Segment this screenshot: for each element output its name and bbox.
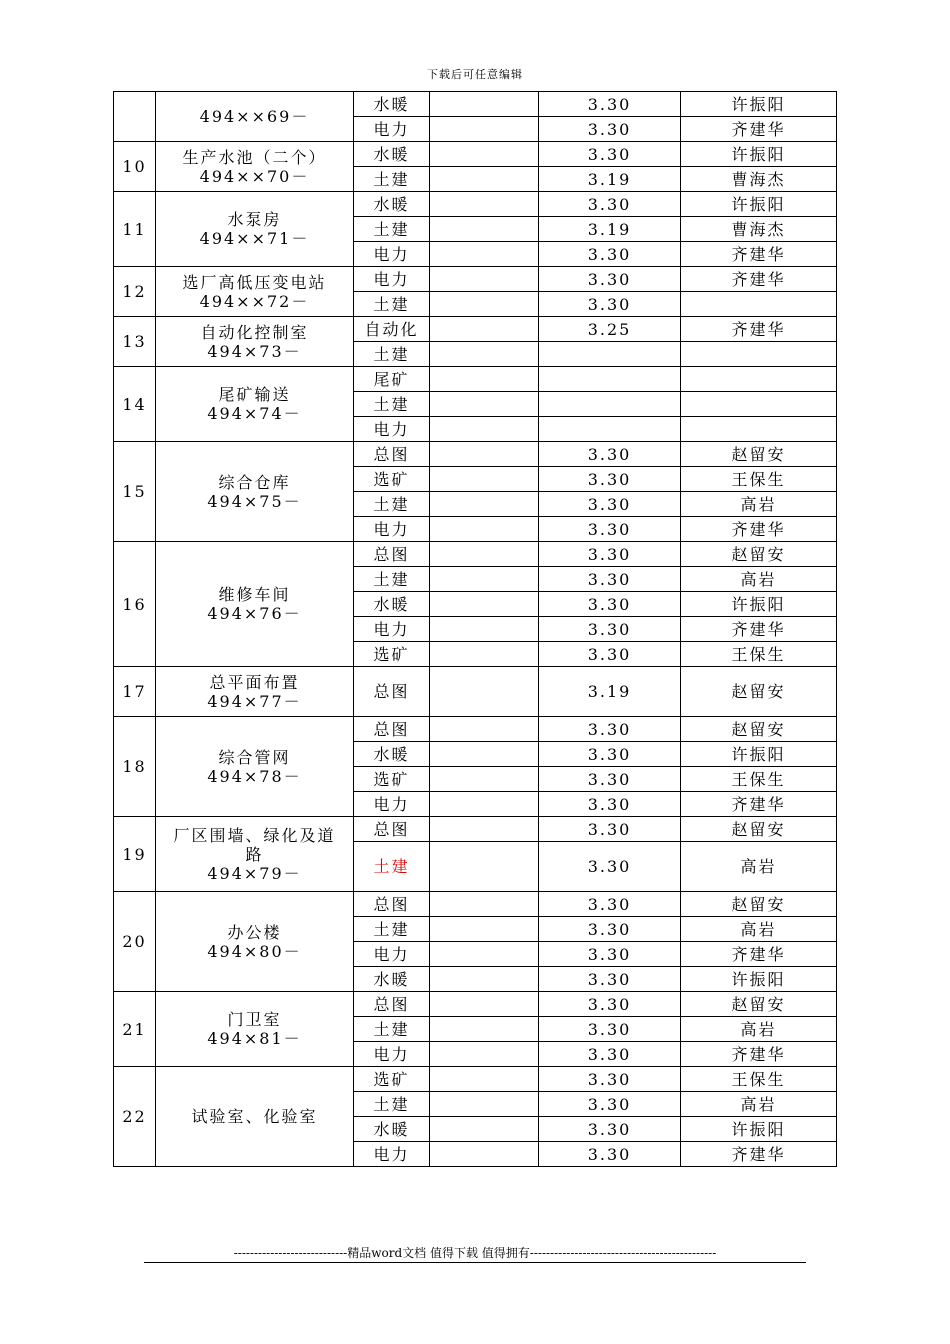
item-number-cell: 11: [114, 192, 156, 267]
discipline-cell: 电力: [354, 517, 430, 542]
person-cell: 许振阳: [681, 742, 837, 767]
person-cell: 齐建华: [681, 1142, 837, 1167]
blank-cell: [430, 567, 539, 592]
person-cell: 高岩: [681, 1092, 837, 1117]
date-cell: 3.30: [539, 1092, 681, 1117]
blank-cell: [430, 942, 539, 967]
project-name-line: 494××71－: [199, 229, 310, 248]
discipline-cell: 土建: [354, 842, 430, 892]
person-cell: 齐建华: [681, 267, 837, 292]
footer-rule: [144, 1262, 806, 1263]
person-cell: [681, 292, 837, 317]
project-name-cell: [156, 192, 354, 267]
person-cell: 赵留安: [681, 892, 837, 917]
date-cell: 3.30: [539, 892, 681, 917]
item-number-cell: 13: [114, 317, 156, 367]
project-name-line: 选厂高低压变电站: [182, 272, 327, 292]
blank-cell: [430, 792, 539, 817]
blank-cell: [430, 342, 539, 367]
person-cell: 高岩: [681, 917, 837, 942]
project-name-line: 自动化控制室: [200, 322, 309, 342]
person-cell: 齐建华: [681, 1042, 837, 1067]
blank-cell: [430, 292, 539, 317]
project-name-line: 综合仓库: [218, 472, 291, 492]
blank-cell: [430, 517, 539, 542]
project-name-cell: [156, 442, 354, 542]
person-cell: 赵留安: [681, 817, 837, 842]
blank-cell: [430, 117, 539, 142]
person-cell: 许振阳: [681, 592, 837, 617]
project-name-line: 494××72－: [199, 291, 310, 311]
discipline-cell: 选矿: [354, 1067, 430, 1092]
project-name-line: 生产水池（二个）: [182, 147, 327, 167]
schedule-body: [114, 92, 837, 1167]
discipline-cell: 尾矿: [354, 367, 430, 392]
project-name-cell: [156, 142, 354, 192]
person-cell: 王保生: [681, 642, 837, 667]
date-cell: [539, 342, 681, 367]
blank-cell: [430, 1117, 539, 1142]
person-cell: 高岩: [681, 842, 837, 892]
date-cell: 3.30: [539, 542, 681, 567]
date-cell: 3.30: [539, 192, 681, 217]
discipline-cell: 土建: [354, 567, 430, 592]
table-row: [114, 542, 837, 567]
person-cell: 许振阳: [681, 967, 837, 992]
project-name-cell: [156, 317, 354, 367]
page-footer: ----------------------------精品word文档 值得下载 值得拥有----------------------------------------------: [233, 1246, 717, 1260]
date-cell: 3.19: [539, 217, 681, 242]
date-cell: 3.30: [539, 942, 681, 967]
discipline-cell: 电力: [354, 1042, 430, 1067]
blank-cell: [430, 967, 539, 992]
project-name-line: 总平面布置: [209, 672, 300, 692]
discipline-cell: 水暖: [354, 1117, 430, 1142]
discipline-cell: 电力: [354, 617, 430, 642]
date-cell: 3.30: [539, 92, 681, 117]
person-cell: 赵留安: [681, 667, 837, 717]
table-row: [114, 667, 837, 717]
blank-cell: [430, 1017, 539, 1042]
person-cell: [681, 367, 837, 392]
page-header: 下载后可任意编辑: [427, 68, 523, 81]
table-row: [114, 317, 837, 342]
discipline-cell: 水暖: [354, 592, 430, 617]
person-cell: 曹海杰: [681, 217, 837, 242]
project-name-line: 水泵房: [227, 210, 282, 229]
date-cell: 3.30: [539, 767, 681, 792]
person-cell: 齐建华: [681, 242, 837, 267]
person-cell: 齐建华: [681, 117, 837, 142]
blank-cell: [430, 467, 539, 492]
person-cell: 高岩: [681, 492, 837, 517]
discipline-cell: 选矿: [354, 467, 430, 492]
person-cell: 许振阳: [681, 92, 837, 117]
discipline-cell: 电力: [354, 242, 430, 267]
blank-cell: [430, 642, 539, 667]
blank-cell: [430, 417, 539, 442]
date-cell: 3.30: [539, 442, 681, 467]
date-cell: 3.30: [539, 1017, 681, 1042]
discipline-cell: 水暖: [354, 92, 430, 117]
date-cell: 3.30: [539, 467, 681, 492]
discipline-cell: 总图: [354, 542, 430, 567]
blank-cell: [430, 267, 539, 292]
person-cell: 高岩: [681, 1017, 837, 1042]
date-cell: 3.30: [539, 142, 681, 167]
blank-cell: [430, 317, 539, 342]
date-cell: [539, 392, 681, 417]
blank-cell: [430, 392, 539, 417]
project-name-line: 494×75－: [207, 491, 302, 511]
date-cell: 3.30: [539, 817, 681, 842]
item-number-cell: 21: [114, 992, 156, 1067]
person-cell: 齐建华: [681, 942, 837, 967]
date-cell: 3.30: [539, 792, 681, 817]
project-name-line: 尾矿输送: [218, 385, 291, 404]
discipline-cell: 土建: [354, 342, 430, 367]
person-cell: 许振阳: [681, 192, 837, 217]
discipline-cell: 电力: [354, 942, 430, 967]
discipline-cell: 土建: [354, 217, 430, 242]
discipline-cell: 土建: [354, 292, 430, 317]
person-cell: [681, 342, 837, 367]
project-name-line: 494×77－: [207, 691, 302, 711]
discipline-cell: 总图: [354, 992, 430, 1017]
person-cell: 齐建华: [681, 517, 837, 542]
discipline-cell: 土建: [354, 492, 430, 517]
date-cell: 3.30: [539, 517, 681, 542]
date-cell: 3.30: [539, 1117, 681, 1142]
date-cell: 3.30: [539, 592, 681, 617]
person-cell: 赵留安: [681, 442, 837, 467]
table-row: [114, 817, 837, 842]
date-cell: 3.30: [539, 492, 681, 517]
blank-cell: [430, 992, 539, 1017]
date-cell: 3.30: [539, 1067, 681, 1092]
person-cell: [681, 392, 837, 417]
project-name-line: 494×79－: [207, 863, 302, 883]
table-row: [114, 442, 837, 467]
blank-cell: [430, 892, 539, 917]
blank-cell: [430, 717, 539, 742]
discipline-cell: 土建: [354, 392, 430, 417]
item-number-cell: 20: [114, 892, 156, 992]
date-cell: 3.30: [539, 742, 681, 767]
project-name-line: 494×80－: [207, 941, 302, 961]
person-cell: 王保生: [681, 467, 837, 492]
person-cell: 齐建华: [681, 792, 837, 817]
item-number-cell: [114, 92, 156, 142]
blank-cell: [430, 367, 539, 392]
blank-cell: [430, 142, 539, 167]
project-name-cell: [156, 667, 354, 717]
date-cell: [539, 367, 681, 392]
blank-cell: [430, 492, 539, 517]
project-name-line: 494××69－: [199, 107, 310, 126]
project-name-cell: [156, 542, 354, 667]
date-cell: 3.30: [539, 242, 681, 267]
discipline-cell: 电力: [354, 417, 430, 442]
table-row: [114, 1067, 837, 1092]
date-cell: 3.30: [539, 1042, 681, 1067]
project-name-cell: [156, 717, 354, 817]
discipline-cell: 土建: [354, 167, 430, 192]
person-cell: 齐建华: [681, 317, 837, 342]
table-row: [114, 367, 837, 392]
project-name-line: 494×81－: [207, 1029, 302, 1048]
person-cell: 许振阳: [681, 142, 837, 167]
discipline-cell: 选矿: [354, 642, 430, 667]
project-name-line: 厂区围墙、绿化及道: [173, 825, 336, 845]
discipline-cell: 自动化: [354, 317, 430, 342]
person-cell: 赵留安: [681, 992, 837, 1017]
table-row: [114, 717, 837, 742]
blank-cell: [430, 217, 539, 242]
date-cell: 3.30: [539, 992, 681, 1017]
discipline-cell: 土建: [354, 1017, 430, 1042]
blank-cell: [430, 242, 539, 267]
date-cell: 3.19: [539, 667, 681, 717]
person-cell: 赵留安: [681, 542, 837, 567]
blank-cell: [430, 592, 539, 617]
table-row: [114, 142, 837, 167]
item-number-cell: 18: [114, 717, 156, 817]
blank-cell: [430, 1092, 539, 1117]
date-cell: 3.30: [539, 292, 681, 317]
discipline-cell: 水暖: [354, 192, 430, 217]
person-cell: 王保生: [681, 767, 837, 792]
date-cell: 3.30: [539, 842, 681, 892]
blank-cell: [430, 917, 539, 942]
date-cell: 3.30: [539, 117, 681, 142]
table-row: [114, 267, 837, 292]
date-cell: 3.30: [539, 567, 681, 592]
item-number-cell: 19: [114, 817, 156, 892]
table-row: [114, 92, 837, 117]
blank-cell: [430, 842, 539, 892]
date-cell: [539, 417, 681, 442]
blank-cell: [430, 192, 539, 217]
blank-cell: [430, 92, 539, 117]
project-name-line: 试验室、化验室: [191, 1107, 318, 1126]
project-name-line: 门卫室: [227, 1010, 282, 1029]
project-name-line: 494××70－: [199, 166, 310, 186]
person-cell: [681, 417, 837, 442]
blank-cell: [430, 542, 539, 567]
date-cell: 3.25: [539, 317, 681, 342]
discipline-cell: 电力: [354, 267, 430, 292]
person-cell: 高岩: [681, 567, 837, 592]
discipline-cell: 水暖: [354, 967, 430, 992]
table-row: [114, 192, 837, 217]
blank-cell: [430, 1042, 539, 1067]
discipline-cell: 水暖: [354, 142, 430, 167]
discipline-cell: 总图: [354, 667, 430, 717]
blank-cell: [430, 817, 539, 842]
blank-cell: [430, 167, 539, 192]
blank-cell: [430, 742, 539, 767]
project-name-line: 办公楼: [227, 922, 282, 942]
project-name-cell: [156, 817, 354, 892]
project-name-line: 494×73－: [207, 341, 302, 361]
blank-cell: [430, 767, 539, 792]
blank-cell: [430, 1067, 539, 1092]
item-number-cell: 10: [114, 142, 156, 192]
date-cell: 3.30: [539, 1142, 681, 1167]
discipline-cell: 电力: [354, 117, 430, 142]
item-number-cell: 14: [114, 367, 156, 442]
discipline-cell: 电力: [354, 792, 430, 817]
discipline-cell: 总图: [354, 717, 430, 742]
person-cell: 赵留安: [681, 717, 837, 742]
person-cell: 许振阳: [681, 1117, 837, 1142]
person-cell: 齐建华: [681, 617, 837, 642]
item-number-cell: 15: [114, 442, 156, 542]
project-name-line: 494×78－: [207, 766, 302, 786]
discipline-cell: 土建: [354, 1092, 430, 1117]
date-cell: 3.30: [539, 717, 681, 742]
person-cell: 曹海杰: [681, 167, 837, 192]
discipline-cell: 选矿: [354, 767, 430, 792]
discipline-cell: 土建: [354, 917, 430, 942]
discipline-cell: 水暖: [354, 742, 430, 767]
project-name-cell: [156, 992, 354, 1067]
item-number-cell: 22: [114, 1067, 156, 1167]
table-row: [114, 892, 837, 917]
discipline-cell: 总图: [354, 892, 430, 917]
item-number-cell: 12: [114, 267, 156, 317]
date-cell: 3.30: [539, 617, 681, 642]
project-name-cell: [156, 267, 354, 317]
schedule-table: [113, 91, 837, 1167]
project-name-line: 路: [245, 844, 264, 864]
item-number-cell: 17: [114, 667, 156, 717]
blank-cell: [430, 1142, 539, 1167]
project-name-cell: [156, 367, 354, 442]
project-name-line: 综合管网: [218, 747, 291, 767]
project-name-line: 494×76－: [207, 604, 302, 623]
project-name-cell: [156, 92, 354, 142]
person-cell: 王保生: [681, 1067, 837, 1092]
date-cell: 3.30: [539, 642, 681, 667]
project-name-cell: [156, 1067, 354, 1167]
project-name-cell: [156, 892, 354, 992]
date-cell: 3.30: [539, 967, 681, 992]
date-cell: 3.30: [539, 917, 681, 942]
project-name-line: 维修车间: [218, 585, 291, 604]
item-number-cell: 16: [114, 542, 156, 667]
project-name-line: 494×74－: [207, 404, 302, 423]
date-cell: 3.30: [539, 267, 681, 292]
date-cell: 3.19: [539, 167, 681, 192]
discipline-cell: 总图: [354, 817, 430, 842]
table-row: [114, 992, 837, 1017]
blank-cell: [430, 667, 539, 717]
blank-cell: [430, 442, 539, 467]
blank-cell: [430, 617, 539, 642]
discipline-cell: 电力: [354, 1142, 430, 1167]
discipline-cell: 总图: [354, 442, 430, 467]
